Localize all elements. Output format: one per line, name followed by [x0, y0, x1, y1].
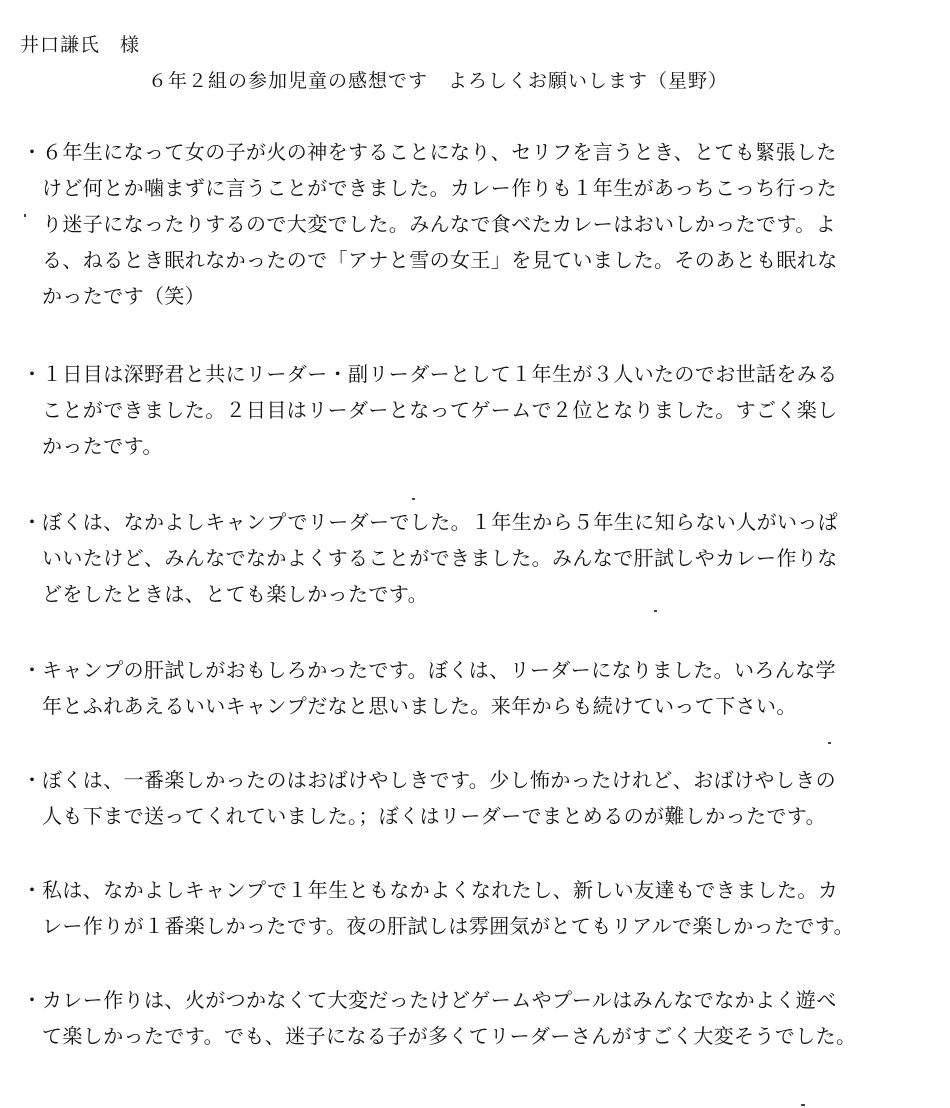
bullet: ・	[22, 768, 42, 792]
comment-line: 年とふれあえるいいキャンプだなと思いました。来年からも続けていって下さい。	[42, 694, 797, 718]
comment-line: １日目は深野君と共にリーダー・副リーダーとして１年生が３人いたのでお世話をみる	[42, 362, 838, 386]
scan-speck	[801, 1104, 805, 1106]
comment-line: ぼくは、一番楽しかったのはおばけやしきです。少し怖かったけれど、おばけやしきの	[42, 768, 836, 792]
comment-7	[22, 982, 902, 1054]
comment-line: かったです（笑）	[42, 284, 206, 308]
comment-1	[22, 134, 902, 314]
comment-line: ことができました。２日目はリーダーとなってゲームで２位となりました。すごく楽し	[42, 398, 838, 422]
comment-line: カレー作りは、火がつかなくて大変だったけどゲームやプールはみんなでなかよく遊べ	[42, 988, 837, 1012]
bullet: ・	[22, 658, 42, 682]
comment-line: ぼくは、なかよしキャンプでリーダーでした。１年生から５年生に知らない人がいっぱ	[42, 510, 839, 534]
bullet: ・	[22, 140, 42, 164]
comment-line: かったです。	[42, 434, 163, 458]
comment-line: る、ねるとき眠れなかったので「アナと雪の女王」を見ていました。そのあとも眠れな	[42, 248, 838, 272]
comment-line: けど何とか噛まずに言うことができました。カレー作りも１年生があっちこっち行った	[42, 176, 837, 200]
scan-speck	[24, 214, 26, 217]
comment-line: どをしたときは、とても楽しかったです。	[42, 582, 428, 606]
comment-line: キャンプの肝試しがおもしろかったです。ぼくは、リーダーになりました。いろんな学	[42, 658, 836, 682]
bullet: ・	[22, 510, 42, 534]
bullet: ・	[22, 988, 42, 1012]
scan-speck	[828, 742, 831, 744]
comment-line: いいたけど、みんなでなかよくすることができました。みんなで肝試しやカレー作りな	[42, 546, 838, 570]
comment-line: 私は、なかよしキャンプで１年生ともなかよくなれたし、新しい友達もできました。カ	[42, 878, 839, 902]
scan-speck	[412, 498, 415, 500]
comment-3	[22, 504, 902, 612]
comment-line: 人も下まで送ってくれていました。；ぼくはリーダーでまとめるのが難しかったです。	[42, 804, 826, 828]
comment-5	[22, 762, 902, 834]
bullet: ・	[22, 362, 42, 386]
comment-line: ６年生になって女の子が火の神をすることになり、セリフを言うとき、とても緊張した	[42, 140, 837, 164]
comment-6	[22, 872, 902, 944]
comment-line: レー作りが１番楽しかったです。夜の肝試しは雰囲気がとてもリアルで楽しかったです。	[42, 914, 854, 938]
comment-line: り迷子になったりするので大変でした。みんなで食べたカレーはおいしかったです。よ	[42, 212, 836, 236]
comment-2	[22, 356, 902, 464]
comment-line: て楽しかったです。でも、迷子になる子が多くてリーダーさんがすごく大変そうでした。	[42, 1024, 857, 1048]
comment-4	[22, 652, 902, 724]
document-subtitle: ６年２組の参加児童の感想です よろしくお願いします（星野）	[148, 70, 729, 92]
addressee: 井口謙氏 様	[20, 34, 141, 56]
bullet: ・	[22, 878, 42, 902]
scan-speck	[654, 610, 657, 612]
